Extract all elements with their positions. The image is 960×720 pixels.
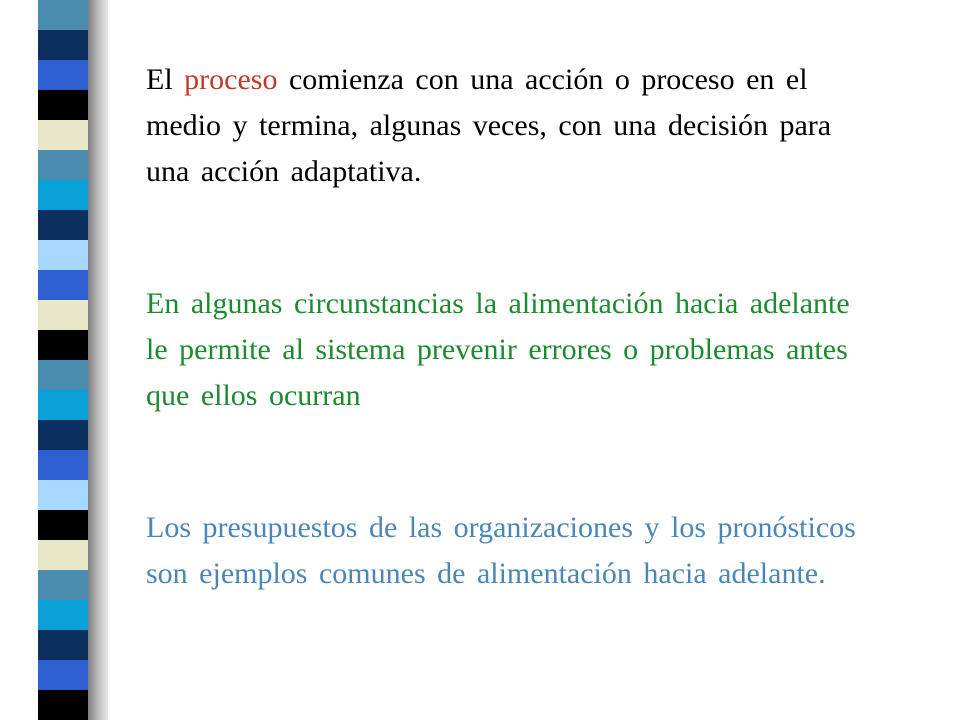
stripe-segment: [38, 90, 88, 121]
stripe-segment: [38, 510, 88, 541]
stripe-segment: [38, 570, 88, 601]
paragraph-process: [146, 57, 876, 195]
paragraph-process-prefix: El: [146, 63, 173, 96]
stripe-segment: [38, 60, 88, 91]
stripe-segment: [38, 540, 88, 571]
stripe-segment: [38, 450, 88, 481]
stripe-bar-shadow: [88, 0, 108, 720]
stripe-segment: [38, 600, 88, 631]
stripe-segment: [38, 660, 88, 691]
paragraph-process-highlight: proceso: [184, 63, 278, 96]
stripe-segment: [38, 300, 88, 331]
stripe-segment: [38, 420, 88, 451]
stripe-segment: [38, 360, 88, 391]
stripe-segment: [38, 240, 88, 271]
stripe-segment: [38, 210, 88, 241]
stripe-segment: [38, 150, 88, 181]
stripe-segment: [38, 690, 88, 720]
stripe-segment: [38, 270, 88, 301]
stripe-segment: [38, 330, 88, 361]
stripe-segment: [38, 630, 88, 661]
paragraph-feedforward: En algunas circunstancias la alimentación hacia adelante le permite al sistema prevenir errores o problemas antes que ellos ocurran: [146, 287, 850, 412]
stripe-segment: [38, 30, 88, 61]
stripe-segment: [38, 0, 88, 31]
decorative-stripe-bar: [38, 0, 88, 720]
stripe-segment: [38, 480, 88, 511]
stripe-segment: [38, 390, 88, 421]
stripe-segment: [38, 120, 88, 151]
stripe-segment: [38, 180, 88, 211]
paragraph-examples: Los presupuestos de las organizaciones y los pronósticos son ejemplos comunes de alimentación hacia adelante.: [146, 511, 856, 590]
paragraph-process-rest: comienza con una acción o proceso en el medio y termina, algunas veces, con una decisión para una acción adaptativa.: [146, 63, 832, 188]
